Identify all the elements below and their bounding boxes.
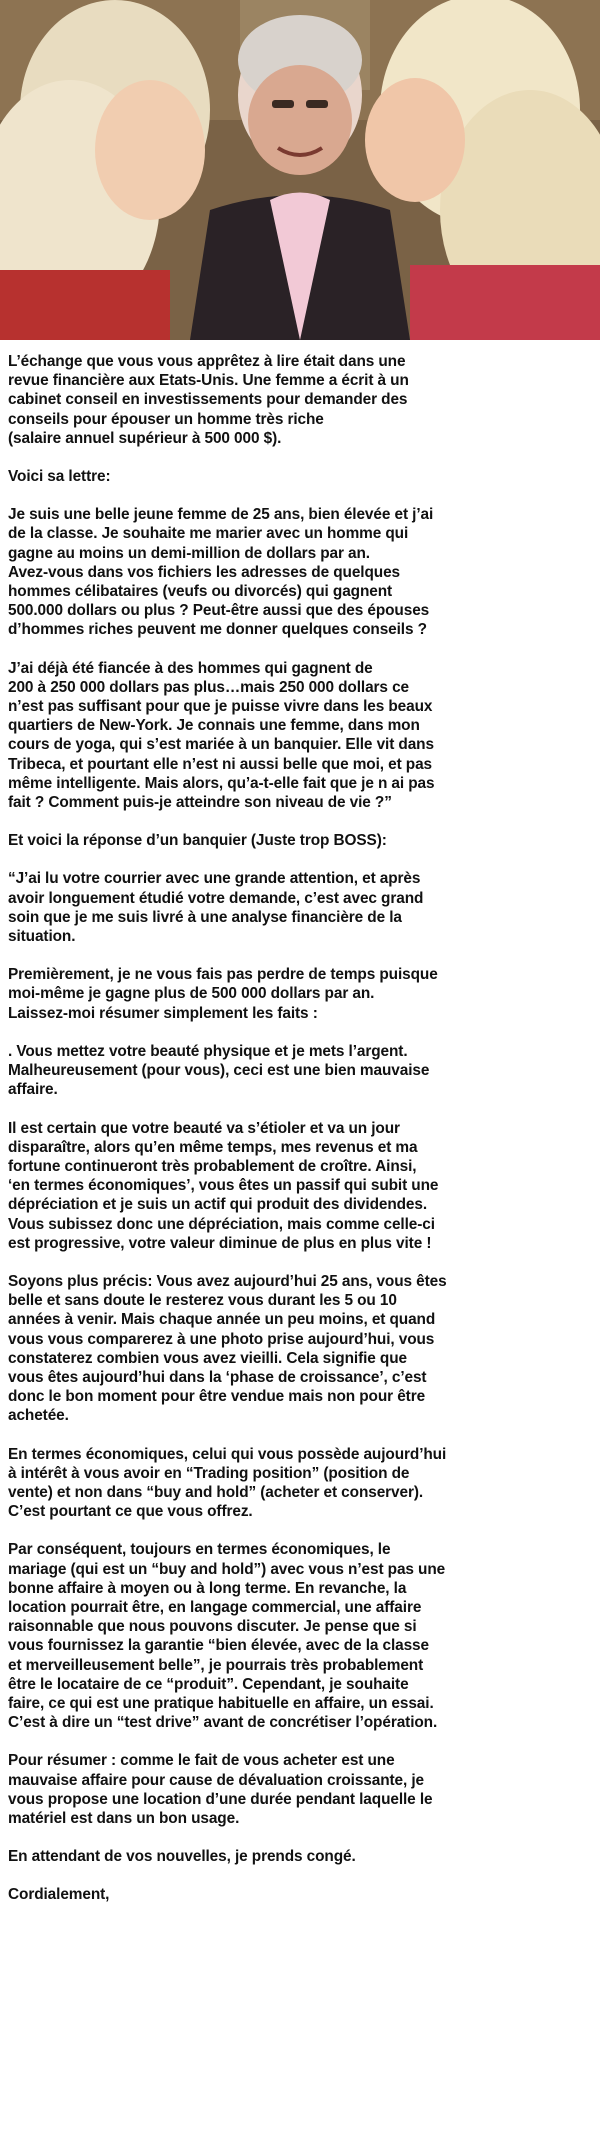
signoff: Cordialement, [8, 1886, 110, 1904]
intro-paragraph: L’échange que vous vous apprêtez à lire était dans une revue financière aux Etats-Unis. Une femme a écrit à un cabinet conseil en investissements pour demander des conseils pour épouser un homme très riche (salaire annuel supérieur à 500 000 $). [8, 353, 409, 447]
reply-paragraph-6: En termes économiques, celui qui vous possède aujourd’hui à intérêt à vous avoir en “Trading position” (position de vente) et non dans “buy and hold” (acheter et conserver). C’est pourtant ce que vous offrez. [8, 1445, 447, 1521]
reply-paragraph-7: Par conséquent, toujours en termes économiques, le mariage (qui est un “buy and hold”) avec vous n’est pas une bonne affaire à moyen ou à long terme. En revanche, la location pourrait être, en langage commercial, une affaire raisonnable que nous pouvons discuter. Je pense que si vous fournissez la garantie “bien élevée, avec de la classe et merveilleusement belle”, je pourrais très probablement être le locataire de ce “produit”. Cependant, je souhaite faire, ce qui est une pratique habituelle en affaire, un essai. C’est à dire un “test drive” avant de concrétiser l’opération. [8, 1541, 446, 1732]
letter-heading: Voici sa lettre: [8, 468, 111, 486]
reply-paragraph-8: Pour résumer : comme le fait de vous acheter est une mauvaise affaire pour cause de dévaluation croissante, je vous propose une location d’une durée pendant laquelle le matériel est dans un bon usage. [8, 1752, 433, 1827]
article [0, 340, 600, 1924]
reply-paragraph-4: Il est certain que votre beauté va s’étioler et va un jour disparaître, alors qu’en même temps, mes revenus et ma fortune continueront très probablement de croître. Ainsi, ‘en termes économiques’, vous êtes un passif qui subit une dépréciation et je suis un actif qui produit des dividendes. Vous subissez donc une dépréciation, mais comme celle-ci est progressive, votre valeur diminue de plus en plus vite ! [8, 1119, 439, 1252]
reply-paragraph-3: . Vous mettez votre beauté physique et je mets l’argent. Malheureusement (pour vous), ceci est une bien mauvaise affaire. [8, 1042, 430, 1099]
letter-paragraph-1: Je suis une belle jeune femme de 25 ans, bien élevée et j’ai de la classe. Je souhaite me marier avec un homme qui gagne au moins un demi-million de dollars par an. Avez-vous dans vos fichiers les adresses de quelques hommes célibataires (veufs ou divorcés) qui gagnent 500.000 dollars ou plus ? Peut-être aussi que des épouses d’hommes riches peuvent me donner quelques conseils ? [8, 506, 434, 639]
header-photo [0, 0, 600, 340]
people-photo-icon [0, 0, 600, 340]
reply-paragraph-5: Soyons plus précis: Vous avez aujourd’hui 25 ans, vous êtes belle et sans doute le resterez vous durant les 5 ou 10 années à venir. Mais chaque année un peu moins, et quand vous vous comparerez à une photo prise aujourd’hui, vous constaterez combien vous avez vieilli. Cela signifie que vous êtes aujourd’hui dans la ‘phase de croissance’, c’est donc le bon moment pour être vendue mais non pour être achetée. [8, 1272, 447, 1425]
reply-heading: Et voici la réponse d’un banquier (Juste trop BOSS): [8, 832, 387, 850]
reply-paragraph-2: Premièrement, je ne vous fais pas perdre de temps puisque moi-même je gagne plus de 500 000 dollars par an. Laissez-moi résumer simplement les faits : [8, 966, 438, 1022]
reply-paragraph-9: En attendant de vos nouvelles, je prends congé. [8, 1848, 356, 1866]
letter-paragraph-2: J’ai déjà été fiancée à des hommes qui gagnent de 200 à 250 000 dollars pas plus…mais 250 000 dollars ce n’est pas suffisant pour que je puisse vivre dans les beaux quartiers de New-York. Je connais une femme, dans mon cours de yoga, qui s’est mariée à un banquier. Elle vit dans Tribeca, et pourtant elle n’est ni aussi belle que moi, et pas même intelligente. Mais alors, qu’a-t-elle fait que je n ai pas fait ? Comment puis-je atteindre son niveau de vie ?” [8, 659, 435, 812]
reply-paragraph-1: “J’ai lu votre courrier avec une grande attention, et après avoir longuement étudié votre demande, c’est avec grand soin que je me suis livré à une analyse financière de la situation. [8, 870, 424, 946]
